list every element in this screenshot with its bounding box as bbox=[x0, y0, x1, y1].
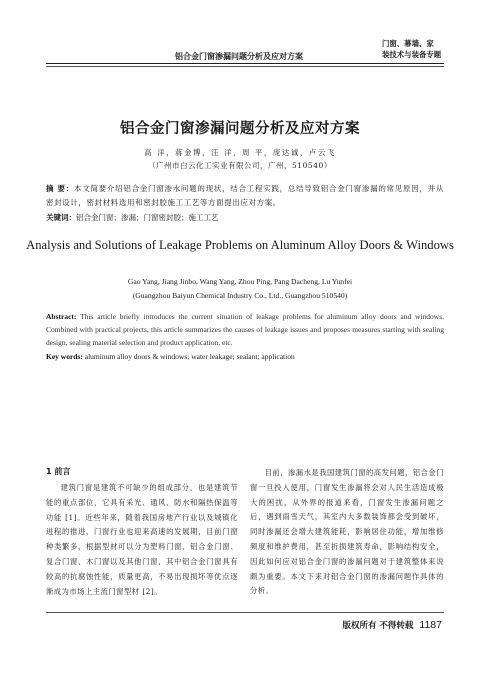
affiliation-zh: （广州市白云化工实业有限公司，广州，510540） bbox=[148, 161, 332, 170]
keywords-en-text: aluminum alloy doors & windows; water leakage; sealant; application bbox=[84, 352, 295, 361]
abstract-en bbox=[46, 311, 444, 349]
section-heading: 1 前言 bbox=[46, 467, 71, 476]
category-line-2: 装技术与装备专题 bbox=[382, 50, 442, 59]
page-number: 1187 bbox=[419, 619, 442, 631]
body-column-right bbox=[250, 466, 444, 599]
running-header-title: 铝合金门窗渗漏问题分析及应对方案 bbox=[175, 51, 303, 61]
header-rule bbox=[46, 63, 444, 64]
page-footer bbox=[342, 619, 442, 631]
article-title-zh: 铝合金门窗渗漏问题分析及应对方案 bbox=[120, 120, 360, 137]
abstract-zh bbox=[46, 182, 444, 209]
running-header-category bbox=[382, 38, 442, 60]
header-rule-thin bbox=[46, 66, 444, 67]
category-line-1: 门窗、幕墙、家 bbox=[382, 39, 434, 48]
authors-zh: 高 洋，蒋金博，汪 洋，周 平，庞达诚，卢云飞 bbox=[144, 148, 336, 157]
abstract-zh-text: 本文简要介绍铝合金门窗渗水问题的现状，结合工程实践，总结导致铝合金门窗渗漏的常见原因，并从密封设计，密封材料选用和密封胶施工工艺等方面提出应对方案。 bbox=[46, 184, 444, 207]
abstract-en-label: Abstract: bbox=[46, 312, 77, 321]
abstract-zh-label: 摘 要： bbox=[46, 184, 75, 193]
keywords-zh-label: 关键词： bbox=[46, 213, 76, 222]
authors-en: Gao Yang, Jiang Jinbo, Wang Yang, Zhou Ping, Pang Dacheng, Lu Yunfei bbox=[127, 277, 353, 286]
body-column-left bbox=[46, 481, 238, 599]
copyright-notice: 版权所有 不得转载 bbox=[342, 621, 414, 631]
keywords-en-label: Key words: bbox=[46, 352, 83, 361]
keywords-en bbox=[46, 350, 444, 363]
abstract-en-text: This article briefly introduces the current situation of leakage problems for aluminum alloy doors and windows. Combined with practical projects, this article summarizes the causes of leakage issues and proposes measures starting with sealing design, sealing material selection and product application, etc. bbox=[46, 312, 444, 347]
affiliation-en: (Guangzhou Baiyun Chemical Industry Co., Ltd., Guangzhou 510540) bbox=[132, 291, 348, 300]
paragraph: 建筑门窗是建筑不可缺少的组成部分，也是建筑节能的重点部位，它具有采光、通风、防水和隔热保温等功能 [1]。近些年来，随着我国房地产行业以及城镇化进程的推进，门窗行业也迎来高速的发展期，目前门窗种类繁多，根据型材可以分为塑料门窗、铝合金门窗、复合门窗、木门窗以及其他门窗，其中铝合金门窗具有较高的抗腐蚀性能，质量更高，不易出现损坏等优点逐渐成为市场上主流门窗型材 [2]。 bbox=[46, 483, 238, 596]
keywords-zh bbox=[46, 211, 444, 224]
footer-rule bbox=[46, 612, 444, 613]
article-title-en: Analysis and Solutions of Leakage Problems on Aluminum Alloy Doors & Windows bbox=[26, 238, 454, 252]
keywords-zh-text: 铝合金门窗；渗漏；门窗密封胶；施工工艺 bbox=[76, 213, 219, 222]
paragraph: 目前，渗漏水是我国建筑门窗的高发问题，铝合金门窗一旦投入使用，门窗发生渗漏将会对人民生活造成极大的困扰，从外界的报道来看，门窗发生渗漏问题之后，遇到雨雪天气，其室内大多数装饰都会受到破坏，同时渗漏还会增大建筑能耗，影响居住功能，增加维修频度和维护费用，甚至折损建筑寿命，影响结构安全，因此如何应对铝合金门窗的渗漏问题对于建筑整体来说颇为重要。本文下来对铝合金门窗的渗漏问题作具体的分析。 bbox=[250, 468, 444, 596]
